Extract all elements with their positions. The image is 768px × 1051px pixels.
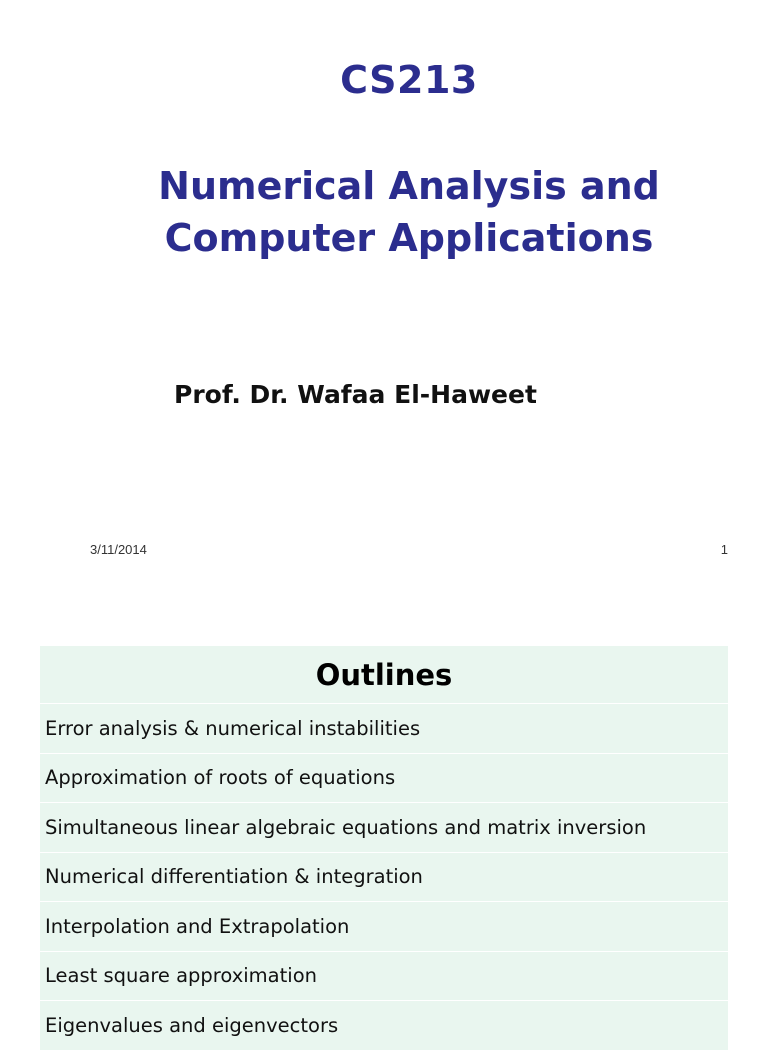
outline-item: Approximation of roots of equations (40, 754, 728, 804)
outline-item: Error analysis & numerical instabilities (40, 704, 728, 754)
outline-item: Least square approximation (40, 952, 728, 1002)
outline-item: Eigenvalues and eigenvectors (40, 1001, 728, 1051)
outline-item: Numerical differentiation & integration (40, 853, 728, 903)
slide-date: 3/11/2014 (90, 542, 147, 557)
outline-item: Simultaneous linear algebraic equations and matrix inversion (40, 803, 728, 853)
slide-page-number: 1 (720, 542, 728, 557)
course-title-line-1: Numerical Analysis and (158, 164, 660, 208)
course-title-line-2: Computer Applications (164, 216, 654, 260)
outline-item: Interpolation and Extrapolation (40, 902, 728, 952)
course-title (0, 160, 768, 264)
outline-table (40, 646, 728, 1051)
professor-name: Prof. Dr. Wafaa El-Haweet (174, 380, 537, 409)
outline-heading: Outlines (40, 646, 728, 704)
course-code: CS213 (340, 58, 478, 102)
